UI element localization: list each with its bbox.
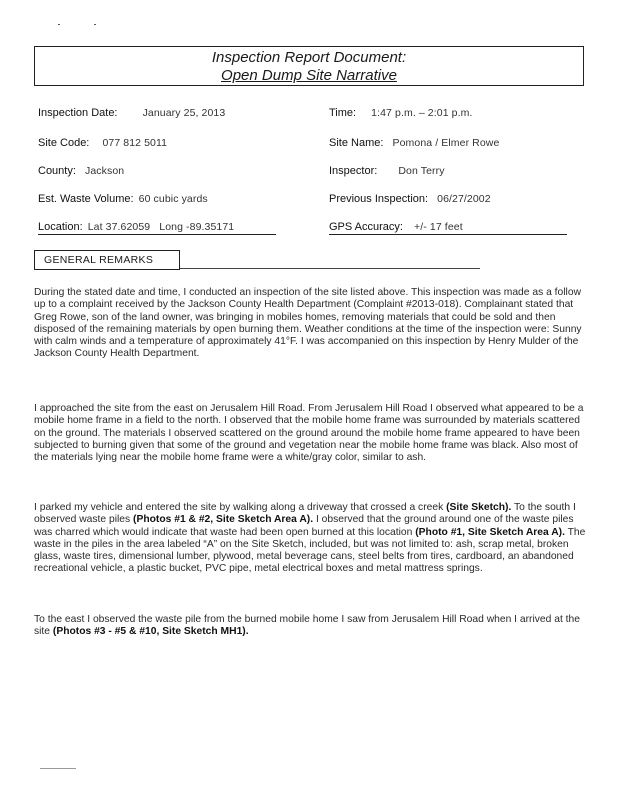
county-label: County: (38, 165, 76, 177)
time-label: Time: (329, 107, 357, 119)
p4-text-a: To the east I observed the waste pile from the burned mobile home I saw from Jerusalem Hill Road when I arrived at the site (34, 614, 581, 638)
location-label: Location: (38, 221, 83, 233)
report-title-line2: Open Dump Site Narrative (221, 67, 397, 84)
county-value: Jackson (84, 165, 125, 177)
general-remarks-heading: GENERAL REMARKS (34, 250, 180, 270)
inspection-date-label: Inspection Date: (38, 107, 118, 119)
gps-accuracy-field (329, 221, 463, 234)
paragraph-2: I approached the site from the east on Jerusalem Hill Road. From Jerusalem Hill Road I observed what appeared to be a mobile home frame in a field to the north. I observed that the mobile home frame was surrounded by materials scattered on the ground. The materials I observed scattered on the ground around the mobile home frame appeared to have been subjected to burning given that some of the ground and vegetation near the mobile home frame was black. Also most of the materials lying near the mobile home frame were a white/gray color, similar to ash. (34, 403, 584, 464)
gps-accuracy-underline (329, 234, 567, 235)
location-underline (38, 234, 276, 235)
location-field (38, 221, 234, 234)
site-name-label: Site Name: (329, 137, 384, 149)
paragraph-4 (34, 614, 586, 639)
scan-speck (94, 24, 96, 25)
gps-accuracy-label: GPS Accuracy: (329, 221, 403, 233)
paragraph-1: During the stated date and time, I conducted an inspection of the site listed above. This inspection was made as a follow up to a complaint received by the Jackson County Health Department (Complaint #2013-018). Complainant stated that Greg Rowe, son of the land owner, was bringing in mobiles homes, removing materials that could be sold and then disposed of the remaining materials by open burning them. Weather conditions at the time of the inspection were: Sunny with calm winds and a temperature of approximately 41°F. I was accompanied on this inspection by Henry Mulder of the Jackson County Health Department. (34, 287, 582, 360)
site-code-value: 077 812 5011 (102, 137, 168, 149)
location-value: Lat 37.62059 Long -89.35171 (87, 221, 235, 233)
p3-text-g: The waste in the piles in the area labeled “A” on the Site Sketch, included, but was not limited to: ash, scrap metal, broken glass, waste tires, dimensional lumber, plywood, metal beverage cans, steel belts from tires, cardboard, an abandoned recreational vehicle, a plastic bucket, PVC pipe, metal electrical boxes and metal mattress springs. (34, 526, 586, 575)
paragraph-3 (34, 502, 586, 576)
waste-volume-label: Est. Waste Volume: (38, 193, 134, 205)
p3-text-a: I parked my vehicle and entered the site by walking along a driveway that crossed a creek (34, 502, 447, 513)
scan-speck (58, 24, 60, 25)
heading-rule (180, 268, 480, 269)
previous-inspection-value: 06/27/2002 (437, 193, 491, 205)
inspection-date-value: January 25, 2013 (142, 107, 226, 119)
site-code-field (38, 137, 167, 150)
time-value: 1:47 p.m. – 2:01 p.m. (371, 107, 473, 119)
previous-inspection-field (329, 193, 491, 206)
p3-ref-photos-1-2: (Photos #1 & #2, Site Sketch Area A). (133, 514, 314, 526)
previous-inspection-label: Previous Inspection: (329, 193, 429, 205)
p3-ref-photo-1: (Photo #1, Site Sketch Area A). (415, 526, 565, 538)
inspector-value: Don Terry (398, 165, 445, 177)
gps-accuracy-value: +/- 17 feet (414, 221, 463, 233)
site-code-label: Site Code: (38, 137, 90, 149)
site-name-field (329, 137, 499, 150)
p3-text-e: I observed that the ground around one of the waste piles was charred which would indicate that waste had been open burned at this location (34, 514, 574, 538)
site-name-value: Pomona / Elmer Rowe (392, 137, 500, 149)
time-field (329, 107, 472, 120)
report-title-line1: Inspection Report Document: (211, 49, 407, 66)
county-field (38, 165, 124, 178)
p4-ref-photos-3-5-10: (Photos #3 - #5 & #10, Site Sketch MH1). (52, 626, 249, 638)
p3-text-c: To the south I observed waste piles (34, 502, 576, 526)
inspector-field (329, 165, 445, 178)
scan-speck (40, 768, 76, 769)
inspector-label: Inspector: (329, 165, 378, 177)
inspection-date-field (38, 107, 225, 120)
waste-volume-field (38, 193, 208, 206)
report-title-box (34, 46, 584, 86)
p3-ref-site-sketch: (Site Sketch). (446, 502, 512, 513)
waste-volume-value: 60 cubic yards (138, 193, 208, 205)
